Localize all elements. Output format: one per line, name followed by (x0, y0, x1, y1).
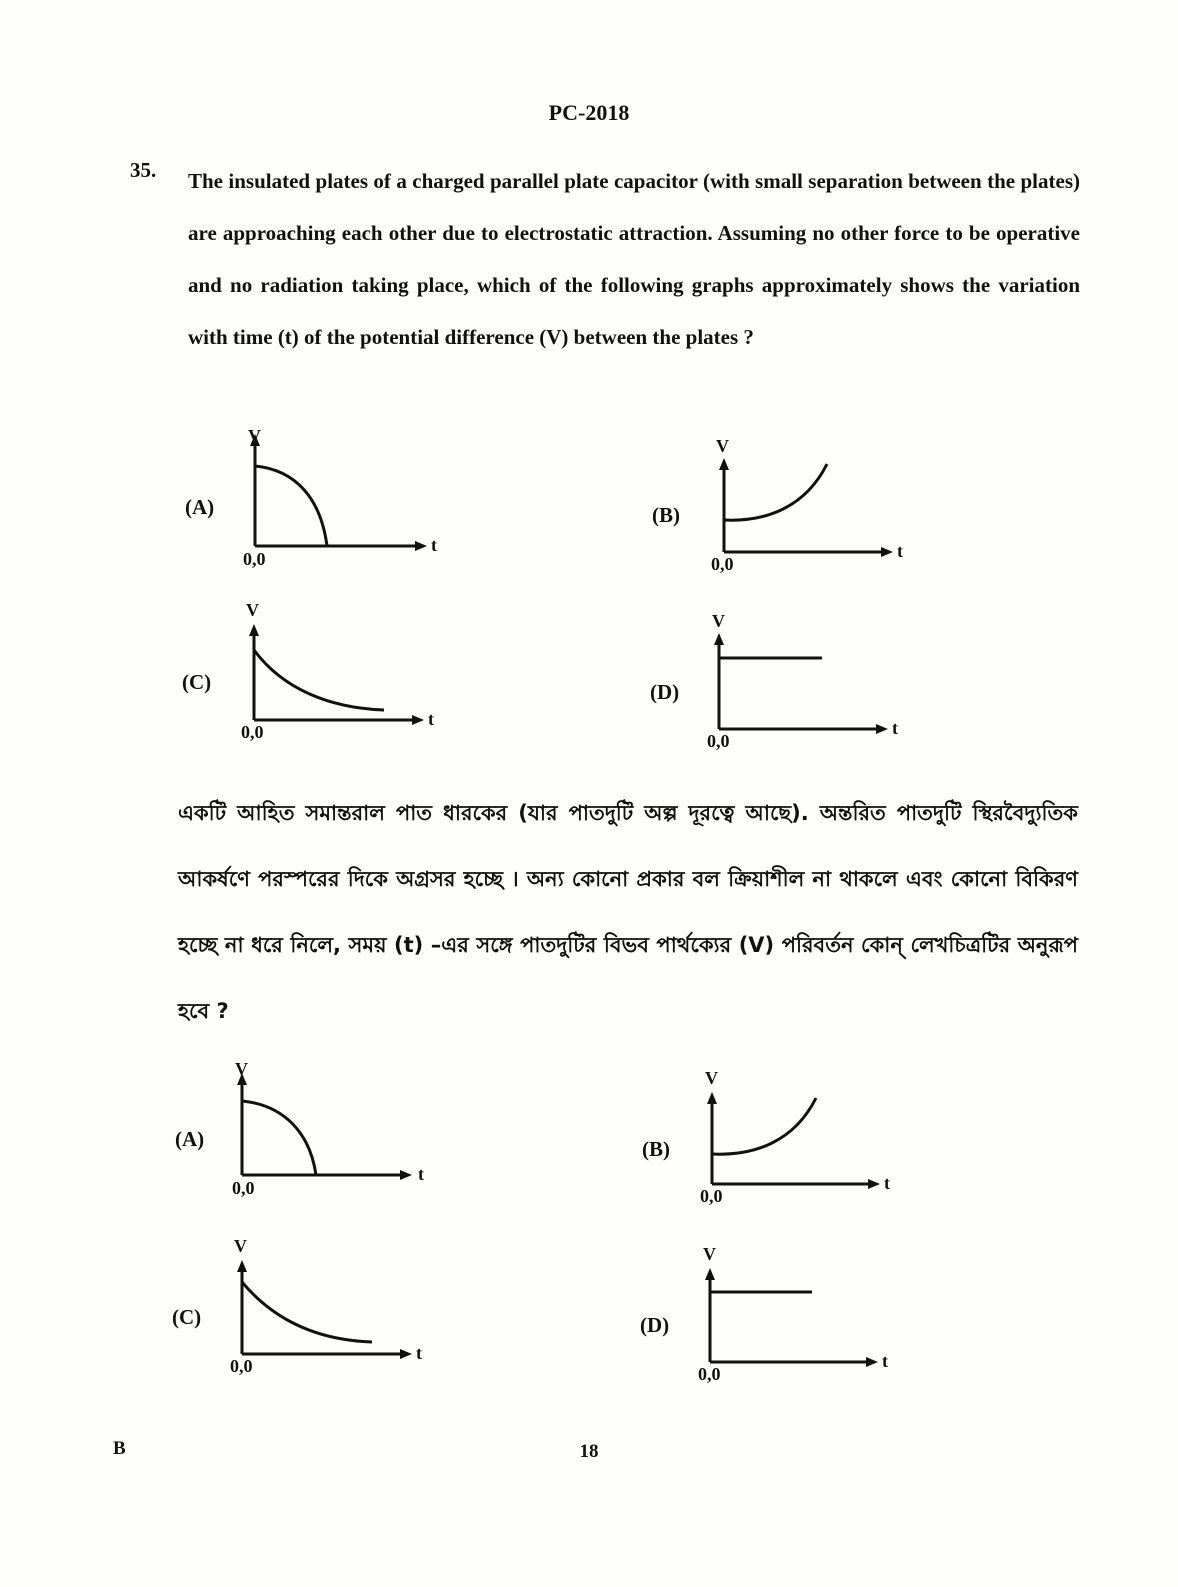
graph-c-bn (222, 1232, 482, 1382)
svg-text:0,0: 0,0 (232, 1178, 255, 1198)
svg-text:0,0: 0,0 (230, 1356, 253, 1376)
svg-text:0,0: 0,0 (698, 1364, 721, 1384)
svg-text:t: t (892, 718, 898, 738)
svg-text:t: t (416, 1343, 422, 1363)
set-code: B (113, 1438, 126, 1459)
svg-text:t: t (882, 1351, 888, 1371)
svg-text:V: V (246, 600, 259, 620)
svg-text:0,0: 0,0 (241, 722, 264, 742)
exam-code-header: PC-2018 (548, 100, 630, 125)
graph-c-en (232, 598, 492, 748)
option-c-label-en: (C) (182, 670, 212, 694)
svg-text:V: V (248, 426, 261, 446)
svg-text:t: t (431, 535, 437, 555)
svg-text:0,0: 0,0 (707, 731, 730, 751)
svg-text:V: V (234, 1236, 247, 1256)
graph-a-bn (222, 1055, 482, 1205)
svg-text:t: t (897, 541, 903, 561)
svg-text:V: V (712, 611, 725, 631)
svg-text:t: t (884, 1173, 890, 1193)
svg-text:t: t (418, 1164, 424, 1184)
question-number: 35. (130, 158, 157, 182)
option-a-label-bn: (A) (175, 1127, 205, 1151)
page-number: 18 (579, 1441, 599, 1462)
svg-text:V: V (703, 1244, 716, 1264)
svg-text:t: t (428, 709, 434, 729)
svg-text:V: V (716, 436, 729, 456)
option-b-label-bn: (B) (642, 1137, 670, 1161)
svg-text:0,0: 0,0 (243, 549, 266, 569)
graph-a-en (235, 420, 495, 570)
question-text-bengali: একটি আহিত সমান্তরাল পাত ধারকের (যার পাতদুটি অল্প দূরত্বে আছে). অন্তরিত পাতদুটি স্থিরবৈদ্যুতিক আকর্ষণে পরস্পরের দিকে অগ্রসর হচ্ছে । অন্য কোনো প্রকার বল ক্রিয়াশীল না থাকলে এবং কোনো বিকিরণ হচ্ছে না ধরে নিলে, সময় (t) –এর সঙ্গে পাতদুটির বিভব পার্থক্যের (V) পরিবর্তন কোন্ লেখচিত্রটির অনুরূপ হবে ? (178, 801, 1078, 1023)
option-c-label-bn: (C) (172, 1305, 202, 1329)
graph-b-bn (692, 1062, 952, 1212)
option-a-label-en: (A) (185, 495, 215, 519)
option-d-label-bn: (D) (640, 1313, 670, 1337)
svg-text:0,0: 0,0 (700, 1186, 723, 1206)
option-b-label-en: (B) (652, 503, 680, 527)
svg-text:V: V (235, 1059, 248, 1079)
graph-d-bn (690, 1240, 950, 1390)
question-text-english: The insulated plates of a charged parallel plate capacitor (with small separation between the plates) are approaching each other due to electrostatic attraction. Assuming no other force to be operative and no radiation taking place, which of the following graphs approximately shows the variation with time (t) of the potential difference (V) between the plates ? (188, 169, 1080, 349)
graph-d-en (700, 605, 960, 755)
svg-text:V: V (705, 1068, 718, 1088)
graph-b-en (705, 428, 965, 578)
option-d-label-en: (D) (650, 680, 680, 704)
svg-text:0,0: 0,0 (711, 554, 734, 574)
